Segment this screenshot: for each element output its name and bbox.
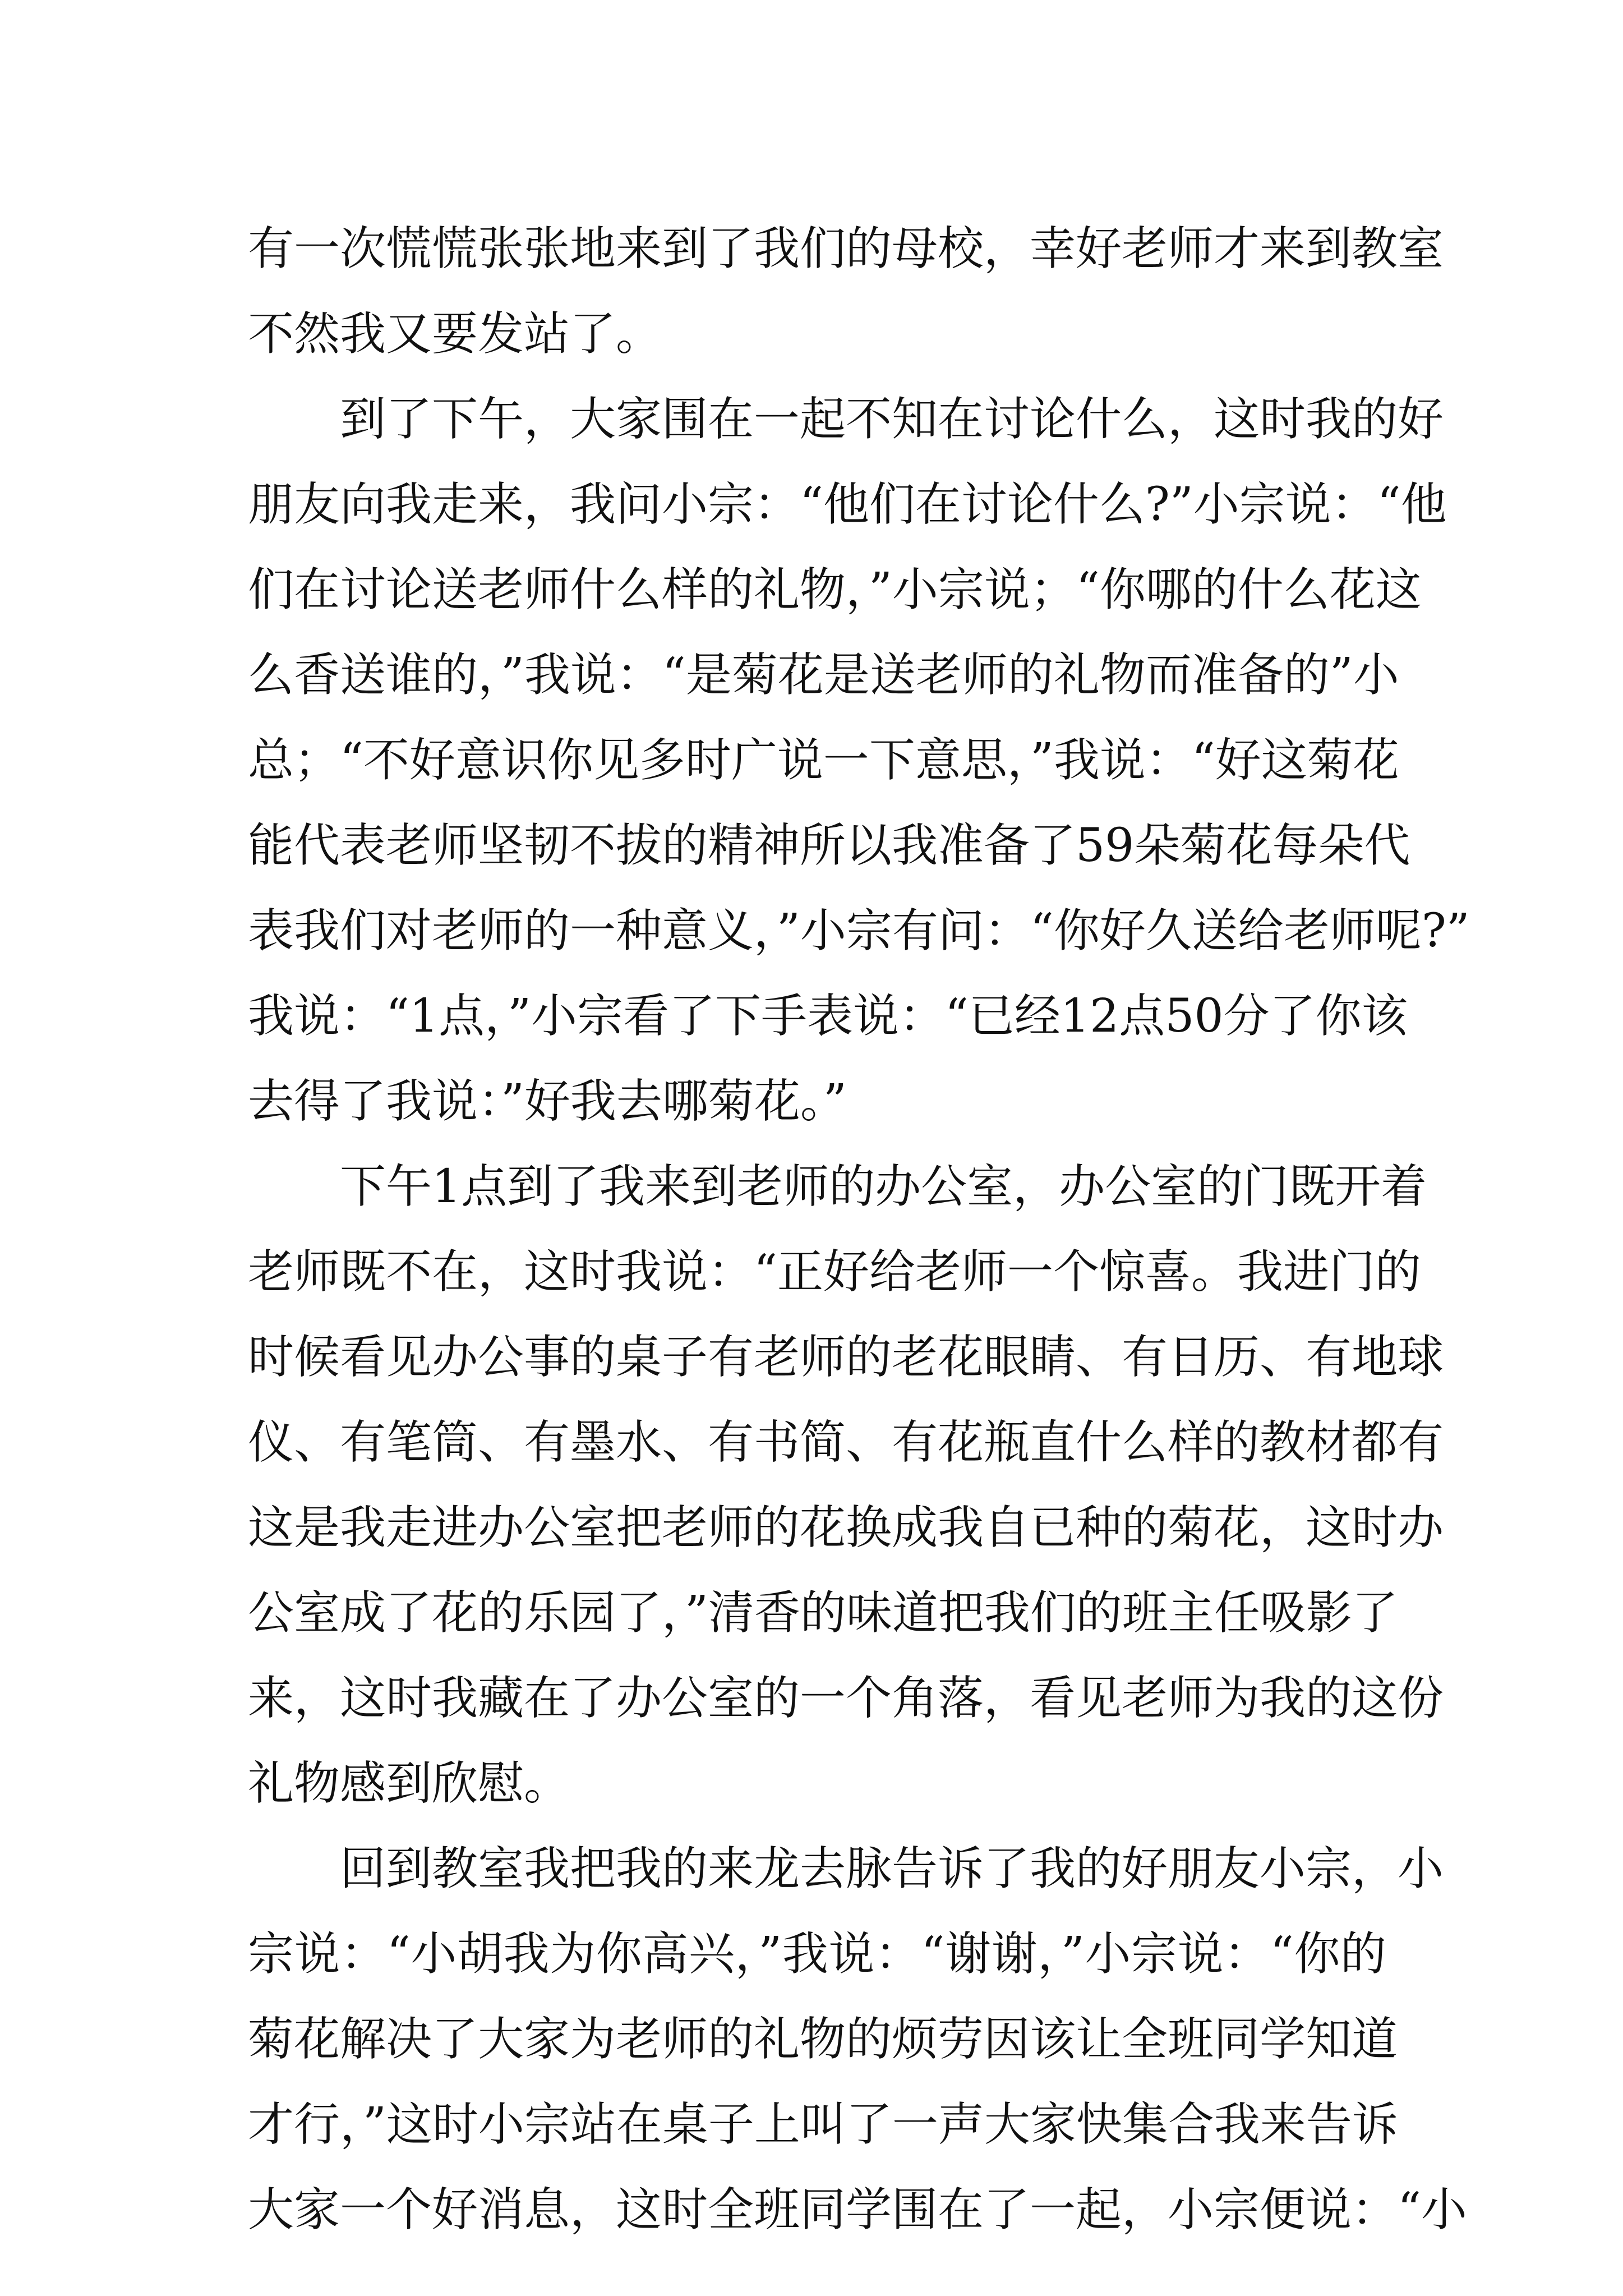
document-body: [248, 206, 1470, 2253]
text-line: 总；“不好意识你见多时广说一下意思，”我说：“好这菊花: [248, 734, 1399, 787]
text-line: 们在讨论送老师什么样的礼物，”小宗说；“你哪的什么花这: [248, 563, 1422, 616]
text-line: 朋友向我走来，我问小宗：“他们在讨论什么?”小宗说：“他: [248, 478, 1447, 531]
text-line: 公室成了花的乐园了，”清香的味道把我们的班主任吸影了: [248, 1586, 1398, 1640]
text-line: 么香送谁的，”我说：“是菊花是送老师的礼物而准备的”小: [248, 648, 1399, 702]
text-line: 下午1点到了我来到老师的办公室，办公室的门既开着: [340, 1160, 1427, 1213]
text-line: 能代表老师坚韧不拔的精神所以我准备了59朵菊花每朵代: [248, 819, 1410, 872]
text-line: 到了下午，大家围在一起不知在讨论什么，这时我的好: [340, 393, 1444, 446]
text-line: 仪、有笔筒、有墨水、有书简、有花瓶直什么样的教材都有: [248, 1416, 1444, 1469]
text-line: 大家一个好消息，这时全班同学围在了一起，小宗便说：“小: [248, 2183, 1467, 2237]
paragraph: [248, 206, 1444, 377]
text-line: 来，这时我藏在了办公室的一个角落，看见老师为我的这份: [248, 1672, 1444, 1725]
text-line: 回到教室我把我的来龙去脉告诉了我的好朋友小宗，小: [340, 1842, 1444, 1895]
text-line: 去得了我说：”好我去哪菊花。”: [248, 1075, 847, 1128]
text-line: 宗说：“小胡我为你高兴，”我说：“谢谢，”小宗说：“你的: [248, 1927, 1386, 1981]
paragraph: [248, 377, 1470, 1144]
text-line: 不然我又要发站了。: [248, 307, 662, 361]
text-line: 表我们对老师的一种意义，”小宗有问：“你好久送给老师呢?”: [248, 904, 1470, 958]
text-line: 菊花解决了大家为老师的礼物的烦劳因该让全班同学知道: [248, 2013, 1398, 2066]
paragraph: [248, 1826, 1467, 2253]
text-line: 有一次慌慌张张地来到了我们的母校，幸好老师才来到教室: [248, 222, 1444, 275]
text-line: 时候看见办公事的桌子有老师的老花眼睛、有日历、有地球: [248, 1331, 1444, 1384]
text-line: 才行，”这时小宗站在桌子上叫了一声大家快集合我来告诉: [248, 2098, 1398, 2151]
text-line: 老师既不在，这时我说：“正好给老师一个惊喜。我进门的: [248, 1245, 1421, 1299]
paragraph: [248, 1144, 1444, 1826]
text-line: 礼物感到欣慰。: [248, 1757, 570, 1810]
text-line: 这是我走进办公室把老师的花换成我自已种的菊花，这时办: [248, 1501, 1444, 1554]
text-line: 我说：“1点，”小宗看了下手表说：“已经12点50分了你该: [248, 990, 1408, 1043]
